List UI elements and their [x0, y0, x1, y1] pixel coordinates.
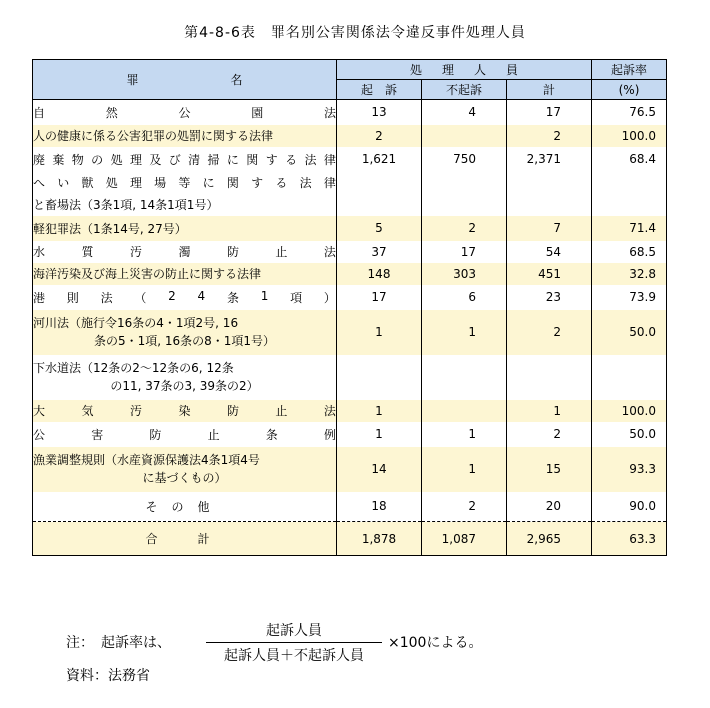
row-name [33, 492, 337, 522]
table-row [33, 147, 667, 172]
cell-not-prosecuted [422, 194, 507, 216]
footnote-label: 注： 起訴率は、 [66, 635, 171, 651]
row-name [33, 194, 337, 216]
header-name: 罪 名 [33, 60, 337, 100]
table-title: 第4-8-6表 罪名別公害関係法令違反事件処理人員 [184, 25, 526, 41]
row-name [33, 241, 337, 263]
cell-rate: 68.4 [592, 147, 667, 172]
row-name-line1: 漁業調整規則（水産資源保護法4条1項4号 [33, 453, 260, 467]
total-total: 2,965 [507, 522, 592, 556]
cell-prosecuted [337, 355, 422, 400]
cell-not-prosecuted: 1 [422, 447, 507, 492]
header-group: 処理人員 [337, 60, 592, 80]
table-row [33, 285, 667, 310]
table-row [33, 194, 667, 216]
cell-total: 23 [507, 285, 592, 310]
cell-total: 15 [507, 447, 592, 492]
cell-rate: 93.3 [592, 447, 667, 492]
formula-denominator: 起訴人員＋不起訴人員 [224, 648, 364, 664]
header-total: 計 [507, 80, 592, 100]
row-name-text: と畜場法（3条1項, 14条1項1号） [33, 198, 219, 212]
row-name-text: 軽犯罪法（1条14号, 27号） [33, 221, 187, 236]
row-name [33, 216, 337, 241]
cell-not-prosecuted [422, 125, 507, 147]
table-row [33, 447, 667, 492]
row-name-text: 水 質 汚 濁 防 止 法 [33, 245, 336, 259]
table-row [33, 263, 667, 285]
cell-total: 7 [507, 216, 592, 241]
cell-rate: 100.0 [592, 125, 667, 147]
formula-numerator: 起訴人員 [206, 620, 382, 643]
table-row [33, 216, 667, 241]
cell-prosecuted [337, 194, 422, 216]
cell-total: 54 [507, 241, 592, 263]
cell-prosecuted: 5 [337, 216, 422, 241]
row-name-line2: の11, 37条の3, 39条の2） [110, 379, 259, 393]
row-name-line1: 河川法（施行令16条の4・1項2号, 16 [33, 316, 239, 330]
cell-prosecuted: 1 [337, 310, 422, 355]
row-name [33, 355, 337, 400]
cell-total: 2 [507, 422, 592, 447]
data-table [32, 59, 667, 556]
cell-not-prosecuted: 17 [422, 241, 507, 263]
total-rate: 63.3 [592, 522, 667, 556]
row-name [33, 125, 337, 147]
table-row [33, 172, 667, 194]
header-prosecuted: 起 訴 [337, 80, 422, 100]
row-name-line2: に基づくもの） [142, 471, 227, 485]
row-name-text: へ い 獣 処 理 場 等 に 関 す る 法 律 [33, 176, 336, 190]
row-name-text: 自 然 公 園 法 [33, 105, 336, 120]
cell-total [507, 172, 592, 194]
cell-prosecuted: 14 [337, 447, 422, 492]
cell-prosecuted: 18 [337, 492, 422, 522]
cell-total [507, 355, 592, 400]
cell-prosecuted: 2 [337, 125, 422, 147]
header-rate: 起訴率 [592, 60, 667, 80]
cell-not-prosecuted: 4 [422, 100, 507, 125]
cell-total: 17 [507, 100, 592, 125]
table-row [33, 100, 667, 125]
cell-rate: 50.0 [592, 310, 667, 355]
source-note: 資料：法務省 [66, 668, 150, 684]
cell-not-prosecuted: 1 [422, 422, 507, 447]
cell-prosecuted [337, 172, 422, 194]
cell-not-prosecuted: 303 [422, 263, 507, 285]
cell-prosecuted: 17 [337, 285, 422, 310]
cell-rate: 50.0 [592, 422, 667, 447]
formula-tail: ×100による。 [388, 635, 483, 651]
row-name [33, 147, 337, 172]
row-name [33, 172, 337, 194]
table-row [33, 310, 667, 355]
total-not-prosecuted: 1,087 [422, 522, 507, 556]
cell-rate [592, 194, 667, 216]
cell-total: 451 [507, 263, 592, 285]
header-not-prosecuted: 不起訴 [422, 80, 507, 100]
row-name-line2: 条の5・1項, 16条の8・1項1号） [93, 334, 276, 348]
row-name [33, 422, 337, 447]
row-name-text: 港 則 法 （ 2 4 条 1 項 ） [33, 288, 336, 305]
row-name-text: 大 気 汚 染 防 止 法 [33, 404, 336, 418]
cell-prosecuted: 148 [337, 263, 422, 285]
table-row [33, 492, 667, 522]
cell-not-prosecuted [422, 355, 507, 400]
total-prosecuted: 1,878 [337, 522, 422, 556]
table-body [33, 100, 667, 556]
cell-not-prosecuted: 1 [422, 310, 507, 355]
cell-rate: 73.9 [592, 285, 667, 310]
row-name [33, 263, 337, 285]
cell-rate: 100.0 [592, 400, 667, 422]
row-name-line1: 下水道法（12条の2～12条の6, 12条 [33, 361, 234, 375]
cell-prosecuted: 1 [337, 422, 422, 447]
cell-rate: 71.4 [592, 216, 667, 241]
header-rate-unit: (%) [592, 80, 667, 100]
cell-rate [592, 172, 667, 194]
cell-not-prosecuted: 750 [422, 147, 507, 172]
cell-total: 2,371 [507, 147, 592, 172]
table-row [33, 241, 667, 263]
cell-not-prosecuted: 6 [422, 285, 507, 310]
table-row [33, 400, 667, 422]
cell-not-prosecuted: 2 [422, 216, 507, 241]
rate-formula [206, 620, 382, 665]
row-name [33, 400, 337, 422]
table-row [33, 422, 667, 447]
row-name [33, 100, 337, 125]
cell-rate: 68.5 [592, 241, 667, 263]
cell-prosecuted: 1,621 [337, 147, 422, 172]
cell-rate: 32.8 [592, 263, 667, 285]
cell-rate: 90.0 [592, 492, 667, 522]
cell-total [507, 194, 592, 216]
cell-not-prosecuted [422, 172, 507, 194]
row-name [33, 310, 337, 355]
cell-not-prosecuted [422, 400, 507, 422]
row-name [33, 285, 337, 310]
cell-rate: 76.5 [592, 100, 667, 125]
total-label: 合 計 [33, 522, 337, 556]
row-name-text: 公 害 防 止 条 例 [33, 427, 336, 442]
cell-total: 2 [507, 310, 592, 355]
cell-total: 1 [507, 400, 592, 422]
cell-rate [592, 355, 667, 400]
cell-prosecuted: 37 [337, 241, 422, 263]
row-name-text: 廃 棄 物 の 処 理 及 び 清 掃 に 関 す る 法 律 [33, 152, 336, 167]
cell-total: 20 [507, 492, 592, 522]
table-row [33, 125, 667, 147]
cell-total: 2 [507, 125, 592, 147]
row-name [33, 447, 337, 492]
total-row [33, 522, 667, 556]
table-row [33, 355, 667, 400]
cell-prosecuted: 13 [337, 100, 422, 125]
row-name-text: その他 [145, 499, 224, 514]
cell-prosecuted: 1 [337, 400, 422, 422]
row-name-text: 海洋汚染及び海上災害の防止に関する法律 [33, 267, 262, 281]
cell-not-prosecuted: 2 [422, 492, 507, 522]
row-name-text: 人の健康に係る公害犯罪の処罰に関する法律 [33, 129, 274, 143]
